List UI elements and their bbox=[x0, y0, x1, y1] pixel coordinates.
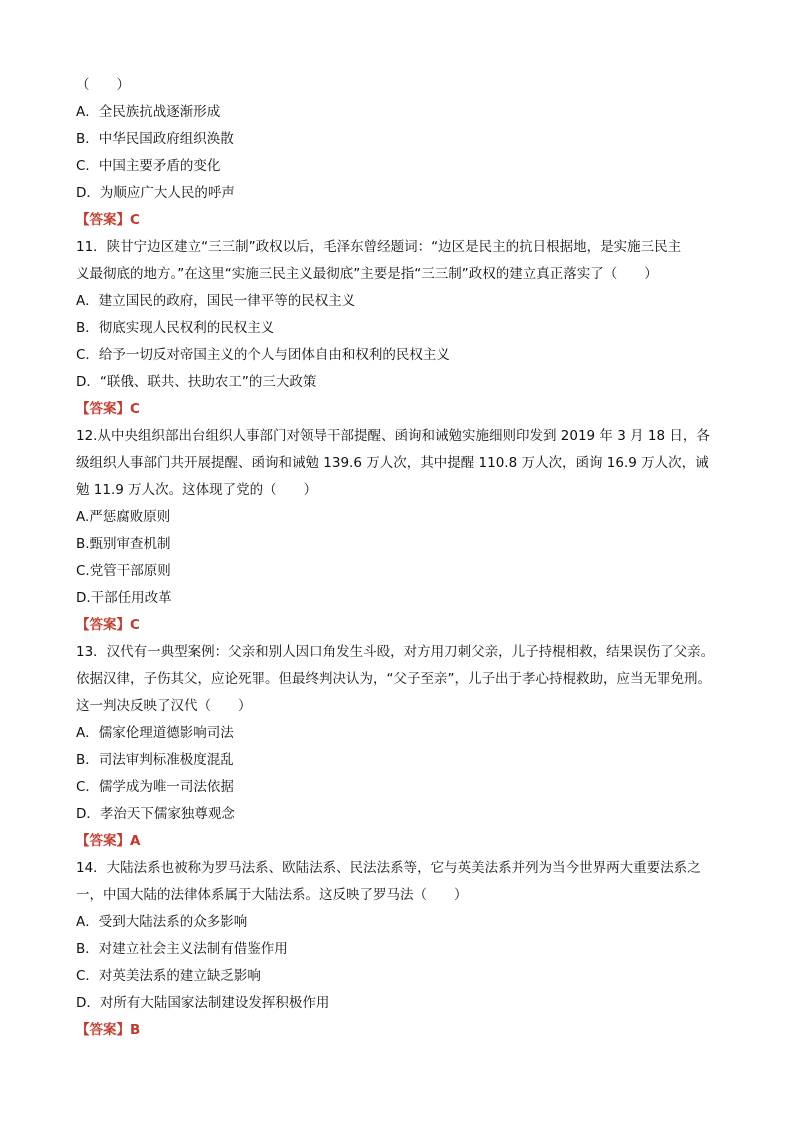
answer-value: C bbox=[130, 401, 140, 417]
option-a: A．受到大陆法系的众多影响 bbox=[76, 914, 248, 930]
answer-value: C bbox=[130, 617, 140, 633]
option-b: B．司法审判标准极度混乱 bbox=[76, 752, 234, 768]
question-stem-line-3: 这一判决反映了汉代（ ） bbox=[76, 698, 252, 714]
option-c: C.党管干部原则 bbox=[76, 563, 171, 579]
option-c: C．儒学成为唯一司法依据 bbox=[76, 779, 234, 795]
option-a: A.严惩腐败原则 bbox=[76, 509, 171, 525]
question-stem-line-1: 14．大陆法系也被称为罗马法系、欧陆法系、民法法系等，它与英美法系并列为当今世界两大重要法系之 bbox=[76, 860, 701, 876]
option-d: D.干部任用改革 bbox=[76, 590, 172, 606]
answer-value: B bbox=[130, 1022, 141, 1038]
answer-label: 【答案】 bbox=[76, 617, 130, 633]
option-d: D．为顺应广大人民的呼声 bbox=[76, 185, 235, 201]
answer-line bbox=[76, 396, 736, 423]
answer-line bbox=[76, 612, 736, 639]
question-10 bbox=[76, 72, 736, 234]
option-b: B．中华民国政府组织涣散 bbox=[76, 131, 234, 147]
question-stem-line-1: 11．陕甘宁边区建立“三三制”政权以后，毛泽东曾经题词：“边区是民主的抗日根据地，是实施三民主 bbox=[76, 239, 682, 255]
answer-label: 【答案】 bbox=[76, 833, 130, 849]
answer-line bbox=[76, 207, 736, 234]
option-a: A．儒家伦理道德影响司法 bbox=[76, 725, 234, 741]
option-b: B.甄别审查机制 bbox=[76, 536, 171, 552]
question-13 bbox=[76, 639, 736, 855]
question-stem-line-1: 13．汉代有一典型案例：父亲和别人因口角发生斗殴，对方用刀刺父亲，儿子持棍相救，结果误伤了父亲。 bbox=[76, 644, 715, 660]
answer-line bbox=[76, 828, 736, 855]
option-d: D．孝治天下儒家独尊观念 bbox=[76, 806, 235, 822]
option-b: B．对建立社会主义法制有借鉴作用 bbox=[76, 941, 288, 957]
question-stem-line-3: 勉 11.9 万人次。这体现了党的（ ） bbox=[76, 482, 318, 498]
question-11 bbox=[76, 234, 736, 423]
option-d: D．“联俄、联共、扶助农工”的三大政策 bbox=[76, 374, 317, 390]
option-c: C．给予一切反对帝国主义的个人与团体自由和权利的民权主义 bbox=[76, 347, 450, 363]
question-14 bbox=[76, 855, 736, 1044]
question-stem-line-2: 依据汉律，子伤其父，应论死罪。但最终判决认为，“父子至亲”，儿子出于孝心持棍救助，应当无罪免刑。 bbox=[76, 671, 711, 687]
question-stem: （ ） bbox=[76, 77, 130, 93]
question-12 bbox=[76, 423, 736, 639]
question-stem-line-2: 义最彻底的地方。”在这里“实施三民主义最彻底”主要是指“三三制”政权的建立真正落实了（ ） bbox=[76, 266, 658, 282]
option-d: D．对所有大陆国家法制建设发挥积极作用 bbox=[76, 995, 330, 1011]
option-a: A．全民族抗战逐渐形成 bbox=[76, 104, 221, 120]
answer-label: 【答案】 bbox=[76, 401, 130, 417]
answer-label: 【答案】 bbox=[76, 1022, 130, 1038]
option-b: B．彻底实现人民权利的民权主义 bbox=[76, 320, 275, 336]
answer-label: 【答案】 bbox=[76, 212, 130, 228]
option-a: A．建立国民的政府，国民一律平等的民权主义 bbox=[76, 293, 356, 309]
answer-value: A bbox=[130, 833, 141, 849]
question-stem-line-1: 12.从中央组织部出台组织人事部门对领导干部提醒、函询和诫勉实施细则印发到 2019 年 3 月 18 日，各 bbox=[76, 428, 710, 444]
document-page bbox=[76, 72, 736, 1044]
answer-line bbox=[76, 1017, 736, 1044]
option-c: C．对英美法系的建立缺乏影响 bbox=[76, 968, 261, 984]
option-c: C．中国主要矛盾的变化 bbox=[76, 158, 221, 174]
question-stem-line-2: 一，中国大陆的法律体系属于大陆法系。这反映了罗马法（ ） bbox=[76, 887, 468, 903]
question-stem-line-2: 级组织人事部门共开展提醒、函询和诫勉 139.6 万人次，其中提醒 110.8 万人次，函询 16.9 万人次，诫 bbox=[76, 455, 709, 471]
answer-value: C bbox=[130, 212, 140, 228]
